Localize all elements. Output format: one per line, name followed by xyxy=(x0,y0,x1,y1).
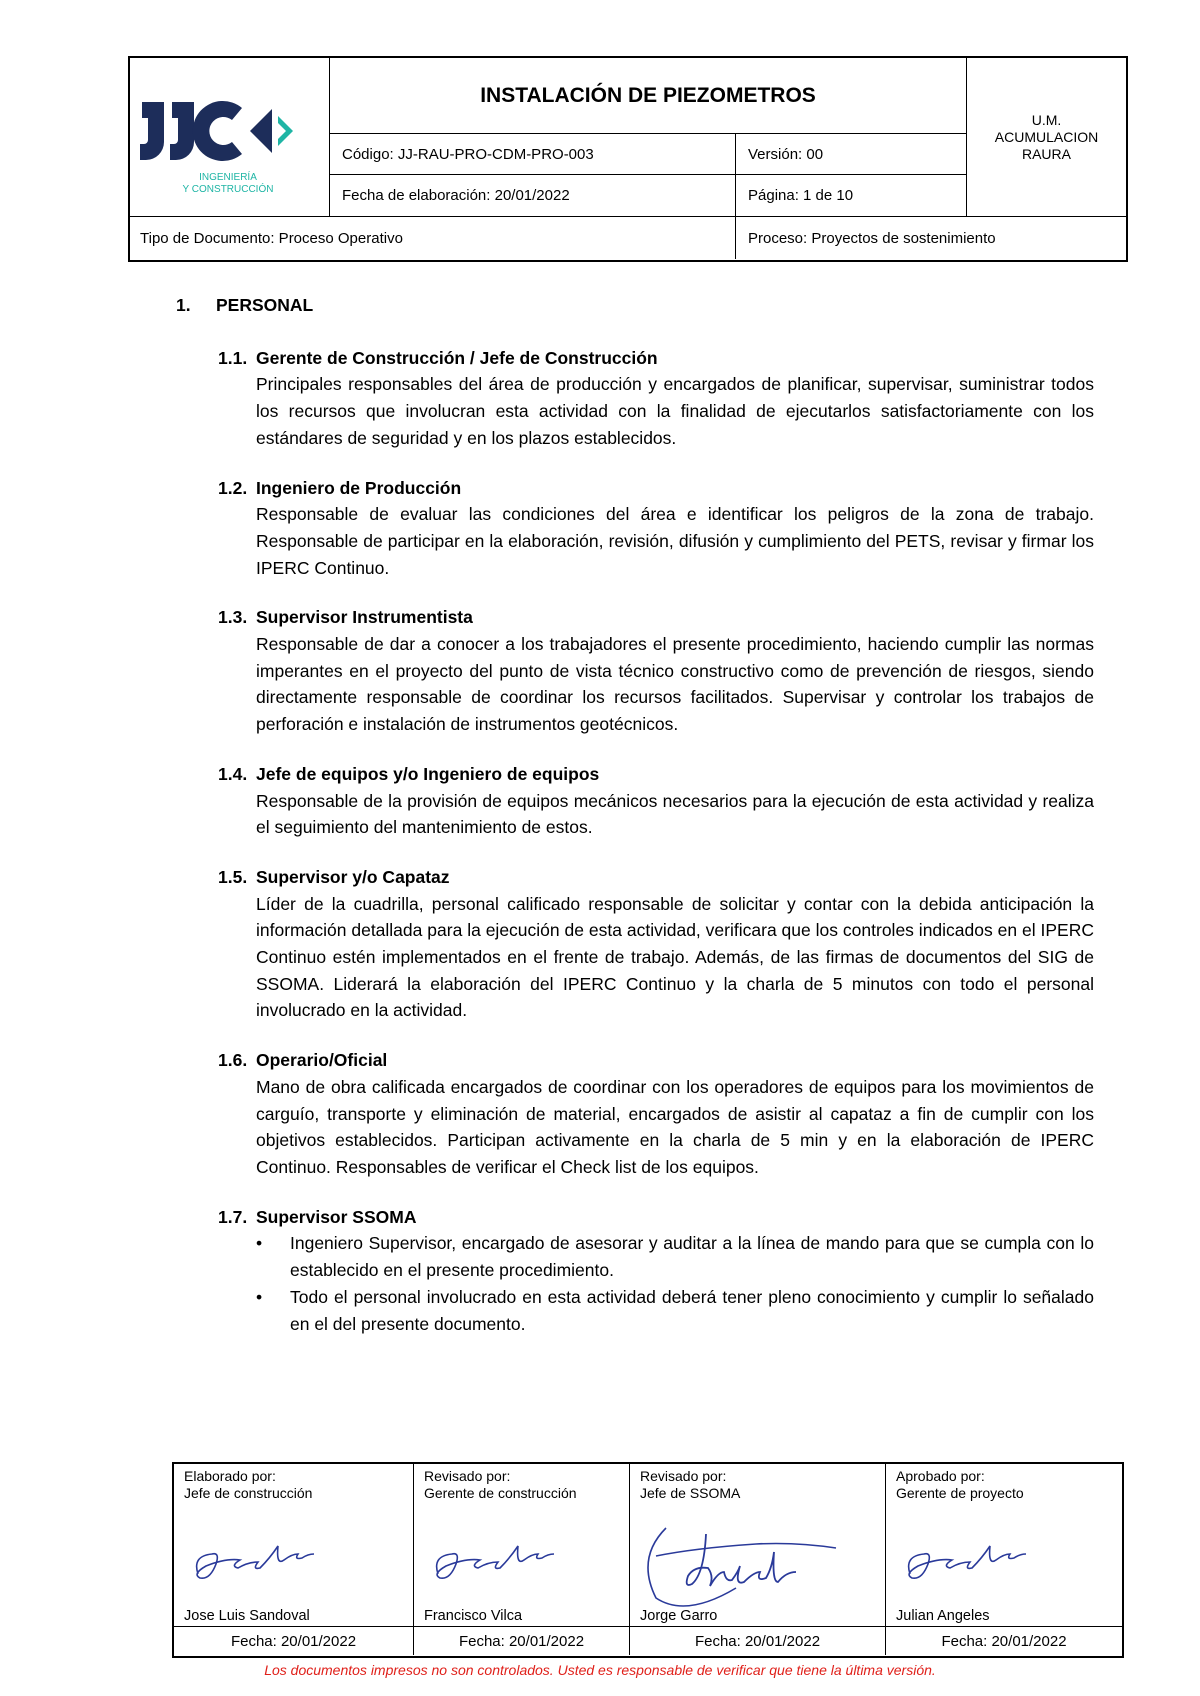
process-name: Proceso: Proyectos de sostenimiento xyxy=(748,229,996,247)
subsection-title: Supervisor y/o Capataz xyxy=(256,866,450,887)
handwritten-signature-icon xyxy=(184,1534,324,1594)
list-item xyxy=(256,1284,1094,1337)
bullet-icon: • xyxy=(256,1286,263,1307)
logo-subtitle-2: Y CONSTRUCCIÓN xyxy=(182,184,274,195)
subsection xyxy=(218,604,1094,738)
bullet-list xyxy=(256,1230,1094,1337)
subsection-title: Gerente de Construcción / Jefe de Construcción xyxy=(256,347,658,368)
subsection-text: Principales responsables del área de producción y encargados de planificar, supervisar, suministrar todos los recursos que involucran esta actividad con la finalidad de ejecutarlos satisfactoriamente con los estándares de seguridad y en los plazos establecidos. xyxy=(256,374,1094,448)
subsection xyxy=(218,1047,1094,1181)
document-title: INSTALACIÓN DE PIEZOMETROS xyxy=(330,58,966,134)
signature-dates-row xyxy=(174,1626,1122,1656)
elaboration-date: Fecha de elaboración: 20/01/2022 xyxy=(330,175,736,216)
subsection-number: 1.4. xyxy=(218,763,248,784)
subsection xyxy=(218,1204,1094,1338)
subsection-text: Responsable de dar a conocer a los trabajadores el presente procedimiento, haciendo cumplir las normas imperantes en el proyecto del punto de vista técnico constructivo como de prevención de riesgos, siendo directamente responsable de coordinar los recursos facilitados. Supervisar y controlar los trabajos de perforación e instalación de instrumentos geotécnicos. xyxy=(256,634,1094,735)
document-body xyxy=(176,292,1094,1360)
signature-date: Fecha: 20/01/2022 xyxy=(174,1627,414,1655)
subsection-title: Supervisor Instrumentista xyxy=(256,607,473,628)
signer-name: Jorge Garro xyxy=(640,1608,718,1624)
jjc-logo-icon xyxy=(130,58,326,212)
section-number: 1. xyxy=(176,295,191,315)
signature-cell xyxy=(174,1464,414,1626)
subsection-number: 1.2. xyxy=(218,477,248,498)
subsection-number: 1.3. xyxy=(218,607,248,628)
signature-date: Fecha: 20/01/2022 xyxy=(414,1627,630,1655)
handwritten-signature-icon xyxy=(636,1508,856,1618)
subsection-text: Responsable de evaluar las condiciones del área e identificar los peligros de la zona de trabajo. Responsable de participar en la elaboración, revisión, difusión y cumplimiento del PETS, revisar y firmar los IPERC Continuo. xyxy=(256,504,1094,578)
document-type: Tipo de Documento: Proceso Operativo xyxy=(130,217,736,259)
subsection-number: 1.1. xyxy=(218,347,248,368)
subsection xyxy=(218,864,1094,1024)
signature-position: Jefe de construcción xyxy=(184,1485,313,1501)
subsection-number: 1.5. xyxy=(218,866,248,887)
subsection-title: Operario/Oficial xyxy=(256,1050,388,1071)
document-header xyxy=(128,56,1128,262)
signature-role-label: Aprobado por: xyxy=(896,1468,985,1484)
signature-date: Fecha: 20/01/2022 xyxy=(941,1632,1067,1650)
page-number: Página: 1 de 10 xyxy=(748,187,854,204)
signer-name: Francisco Vilca xyxy=(424,1608,523,1624)
subsection-number: 1.6. xyxy=(218,1050,248,1071)
signer-name: Julian Angeles xyxy=(896,1608,990,1624)
section-title: PERSONAL xyxy=(216,295,314,315)
subsection xyxy=(218,761,1094,841)
subsection-text: Responsable de la provisión de equipos mecánicos necesarios para la ejecución de esta actividad y realiza el seguimiento del mantenimiento de estos. xyxy=(256,790,1094,838)
list-item xyxy=(256,1230,1094,1283)
handwritten-signature-icon xyxy=(424,1534,564,1594)
subsection xyxy=(218,475,1094,582)
signature-role-label: Revisado por: xyxy=(640,1468,727,1484)
signature-position: Jefe de SSOMA xyxy=(640,1485,741,1501)
mining-unit xyxy=(966,58,1126,216)
list-item-text: Ingeniero Supervisor, encargado de asesorar y auditar a la línea de mando para que se cumpla con lo establecido en el presente procedimiento. xyxy=(290,1233,1094,1281)
subsection-number: 1.7. xyxy=(218,1206,248,1227)
company-logo xyxy=(130,58,330,216)
subsection-title: Jefe de equipos y/o Ingeniero de equipos xyxy=(256,763,600,784)
signature-role-label: Elaborado por: xyxy=(184,1468,276,1484)
subsection-title: Supervisor SSOMA xyxy=(256,1206,417,1227)
logo-subtitle-1: INGENIERÍA xyxy=(199,172,257,183)
subsection-title: Ingeniero de Producción xyxy=(256,477,462,498)
handwritten-signature-icon xyxy=(896,1534,1036,1594)
um-line-1: U.M. xyxy=(1031,111,1062,128)
signature-position: Gerente de proyecto xyxy=(896,1485,1024,1501)
um-line-3: RAURA xyxy=(1021,145,1071,162)
signer-name: Jose Luis Sandoval xyxy=(184,1608,310,1624)
subsection-text: Líder de la cuadrilla, personal calificado responsable de solicitar y contar con la debida anticipación la información detallada para la ejecución de esta actividad, verificara que los controles indicados en el IPERC Continuo estén implementados en el frente de trabajo. Además, de las firmas de documentos del SIG de SSOMA. Liderará la elaboración del IPERC Continuo y la charla de 5 minutos con todo el personal involucrado en la actividad. xyxy=(256,893,1094,1021)
document-version: Versión: 00 xyxy=(736,134,966,175)
header-bottom-row xyxy=(130,216,1126,260)
subsection xyxy=(218,345,1094,452)
disclaimer-text: Los documentos impresos no son controlados. Usted es responsable de verificar que tiene la última versión. xyxy=(264,1662,936,1678)
signature-cell xyxy=(630,1464,886,1626)
signature-cell xyxy=(414,1464,630,1626)
list-item-text: Todo el personal involucrado en esta actividad deberá tener pleno conocimiento y cumplir lo señalado en el del presente documento. xyxy=(290,1286,1094,1334)
subsection-text: Mano de obra calificada encargados de coordinar con los operadores de equipos para los movimientos de carguío, transporte y eliminación de material, encargados de asistir al capataz a fin de cumplir con los objetivos establecidos. Participan activamente en la charla de 5 min y en la elaboración de IPERC Continuo. Responsables de verificar el Check list de los equipos. xyxy=(256,1076,1094,1177)
bullet-icon: • xyxy=(256,1233,263,1254)
signature-role-label: Revisado por: xyxy=(424,1468,511,1484)
document-code: Código: JJ-RAU-PRO-CDM-PRO-003 xyxy=(330,134,736,175)
signature-table xyxy=(172,1462,1124,1658)
um-line-2: ACUMULACION xyxy=(994,128,1099,145)
signature-cell xyxy=(886,1464,1122,1626)
signature-date: Fecha: 20/01/2022 xyxy=(630,1627,886,1655)
signature-position: Gerente de construcción xyxy=(424,1485,577,1501)
section-heading xyxy=(176,292,1094,319)
